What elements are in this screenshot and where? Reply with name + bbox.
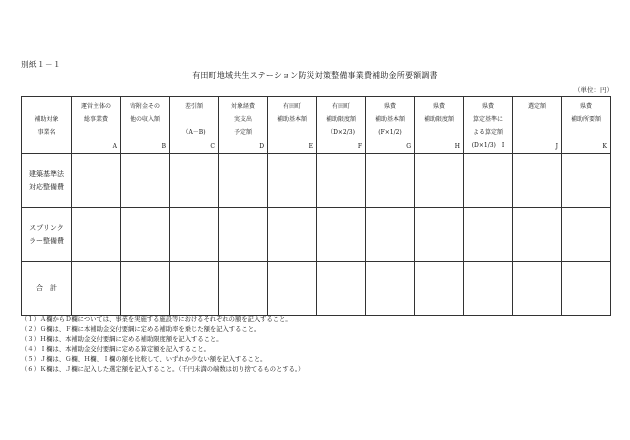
header-text: 補助限度額	[423, 116, 454, 123]
header-text: 県費	[579, 103, 592, 110]
header-text: 補助限度額	[325, 116, 356, 123]
column-letter: D	[259, 143, 264, 150]
header-cell	[170, 97, 219, 154]
header-text: 補助対象	[34, 116, 59, 123]
header-cell	[562, 97, 611, 154]
header-text: 補助基本額	[374, 116, 405, 123]
subsidy-table	[21, 96, 611, 316]
value-cell[interactable]	[513, 154, 562, 208]
value-cell[interactable]	[72, 154, 121, 208]
header-text: (D×1/3) I	[471, 142, 505, 149]
value-cell[interactable]	[317, 262, 366, 316]
header-text: 総事業費	[83, 116, 108, 123]
value-cell[interactable]	[121, 154, 170, 208]
header-text: 事業名	[37, 129, 56, 136]
row-label	[22, 208, 72, 262]
header-cell	[415, 97, 464, 154]
column-letter: J	[555, 143, 558, 150]
header-text: 県費	[383, 103, 396, 110]
header-text: 県費	[481, 103, 494, 110]
value-cell[interactable]	[219, 262, 268, 316]
value-cell[interactable]	[121, 208, 170, 262]
value-cell[interactable]	[464, 262, 513, 316]
value-cell[interactable]	[366, 262, 415, 316]
document-title: 有田町地域共生ステーション防災対策整備事業費補助金所要額調書	[192, 71, 438, 80]
header-text: （D×2/3)	[327, 129, 355, 136]
value-cell[interactable]	[170, 262, 219, 316]
value-cell[interactable]	[415, 208, 464, 262]
header-cell	[513, 97, 562, 154]
row-label	[22, 154, 72, 208]
header-text: よる算定額	[472, 129, 503, 136]
column-letter: B	[161, 143, 166, 150]
row-label-text: ラー整備費	[29, 236, 64, 245]
header-text: (F×1/2)	[378, 129, 402, 136]
table-row	[22, 262, 611, 316]
header-text: 有田町	[331, 103, 350, 110]
value-cell[interactable]	[170, 154, 219, 208]
unit-note: （単位：円）	[574, 86, 613, 94]
header-cell	[219, 97, 268, 154]
header-cell	[464, 97, 513, 154]
value-cell[interactable]	[562, 208, 611, 262]
column-letter: A	[112, 143, 117, 150]
header-text: 補助基本額	[276, 116, 307, 123]
value-cell[interactable]	[562, 262, 611, 316]
value-cell[interactable]	[219, 208, 268, 262]
row-label-text: スプリンク	[29, 223, 64, 232]
note-item: （１）Ａ欄からＤ欄については、事業を実施する施設等におけるそれぞれの額を記入すること。	[21, 316, 292, 323]
note-item: （６）Ｋ欄は、Ｊ欄に記入した選定額を記入すること。（千円未満の端数は切り捨てるものとする。）	[21, 366, 305, 373]
header-text: 補助所要額	[570, 116, 601, 123]
table-row	[22, 208, 611, 262]
value-cell[interactable]	[268, 208, 317, 262]
header-text: 選定額	[527, 103, 546, 110]
value-cell[interactable]	[317, 154, 366, 208]
value-cell[interactable]	[415, 262, 464, 316]
value-cell[interactable]	[464, 208, 513, 262]
header-text: 県費	[432, 103, 445, 110]
column-letter: G	[406, 143, 411, 150]
header-text: 寄附金その	[129, 103, 160, 110]
value-cell[interactable]	[268, 154, 317, 208]
header-text: 差引額	[184, 103, 203, 110]
header-text	[22, 100, 71, 113]
header-cell	[22, 97, 72, 154]
row-label-text: 合 計	[36, 284, 57, 292]
table-row	[22, 154, 611, 208]
column-letter: F	[357, 143, 362, 150]
value-cell[interactable]	[415, 154, 464, 208]
header-cell	[366, 97, 415, 154]
header-text: 予定額	[233, 129, 252, 136]
value-cell[interactable]	[513, 208, 562, 262]
value-cell[interactable]	[121, 262, 170, 316]
header-text: 実支出	[233, 116, 252, 123]
notes-section	[21, 315, 304, 375]
column-letter: H	[454, 143, 460, 150]
header-row	[22, 97, 611, 154]
note-item: （３）Ｈ欄は、本補助金交付要綱に定める補助限度額を記入すること。	[21, 336, 223, 343]
note-item: （５）Ｊ欄は、Ｇ欄、Ｈ欄、Ｉ欄の額を比較して、いずれか少ない額を記入すること。	[21, 356, 267, 363]
header-text: 運営主体の	[80, 103, 111, 110]
table-body	[22, 154, 611, 316]
header-cell	[317, 97, 366, 154]
value-cell[interactable]	[268, 262, 317, 316]
row-label	[22, 262, 72, 316]
value-cell[interactable]	[513, 262, 562, 316]
row-label-text: 対応整備費	[29, 182, 64, 191]
header-text: 対象経費	[230, 103, 255, 110]
note-item: （２）Ｇ欄は、Ｆ欄に本補助金交付要綱に定める補助率を乗じた額を記入すること。	[21, 326, 261, 333]
header-text: 有田町	[282, 103, 301, 110]
row-label-text: 建築基準法	[29, 169, 64, 178]
column-letter: C	[210, 143, 215, 150]
header-text: 算定基準に	[472, 116, 503, 123]
value-cell[interactable]	[366, 154, 415, 208]
value-cell[interactable]	[562, 154, 611, 208]
header-cell	[121, 97, 170, 154]
value-cell[interactable]	[72, 262, 121, 316]
header-text: 他の収入額	[129, 116, 160, 123]
value-cell[interactable]	[317, 208, 366, 262]
header-text: （A－B)	[182, 129, 206, 136]
column-letter: K	[602, 143, 607, 150]
note-item: （４）Ｉ欄は、本補助金交付要綱に定める算定額を記入すること。	[21, 346, 210, 353]
value-cell[interactable]	[366, 208, 415, 262]
value-cell[interactable]	[72, 208, 121, 262]
value-cell[interactable]	[219, 154, 268, 208]
annex-label: 別紙１－１	[21, 60, 61, 69]
value-cell[interactable]	[170, 208, 219, 262]
column-letter: E	[308, 143, 313, 150]
header-cell	[72, 97, 121, 154]
header-cell	[268, 97, 317, 154]
header-text	[170, 113, 218, 126]
value-cell[interactable]	[464, 154, 513, 208]
